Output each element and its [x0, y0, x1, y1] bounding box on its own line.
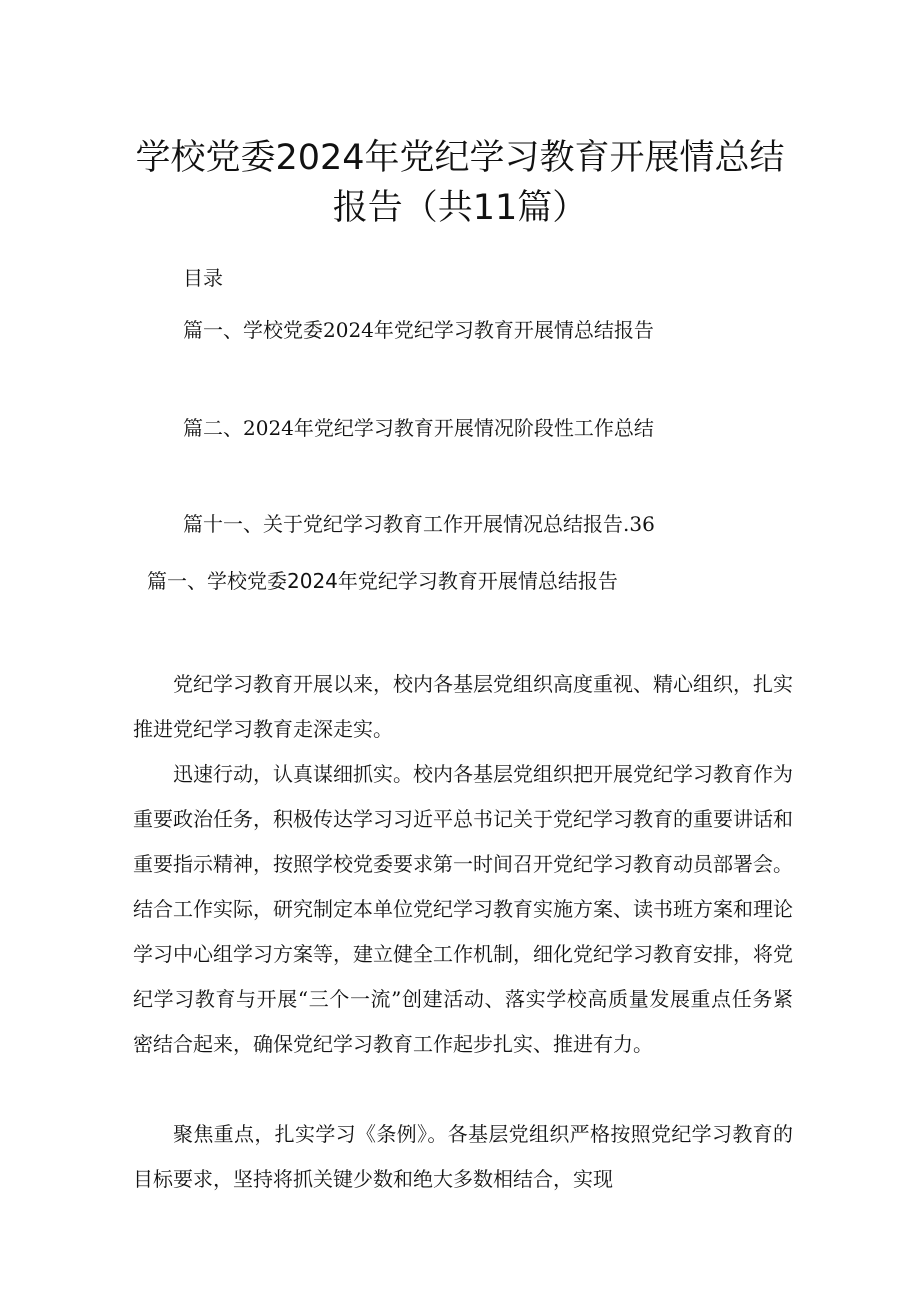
body-paragraph: 党纪学习教育开展以来，校内各基层党组织高度重视、精心组织，扎实推进党纪学习教育走深走实。 [133, 672, 793, 741]
body-paragraph: 聚焦重点，扎实学习《条例》。各基层党组织严格按照党纪学习教育的目标要求，坚持将抓关键少数和绝大多数相结合，实现 [133, 1122, 793, 1191]
section-heading: 篇一、学校党委2024年党纪学习教育开展情总结报告 [147, 569, 618, 593]
toc-item: 篇十一、关于党纪学习教育工作开展情况总结报告.36 [183, 512, 655, 536]
toc-item: 篇一、学校党委2024年党纪学习教育开展情总结报告 [183, 318, 654, 342]
document-title-line-1: 学校党委2024年党纪学习教育开展情总结 [135, 138, 785, 178]
toc-item: 篇二、2024年党纪学习教育开展情况阶段性工作总结 [183, 416, 654, 440]
body-paragraph: 迅速行动，认真谋细抓实。校内各基层党组织把开展党纪学习教育作为重要政治任务，积极传达学习习近平总书记关于党纪学习教育的重要讲话和重要指示精神，按照学校党委要求第一时间召开党纪学习教育动员部署会。结合工作实际，研究制定本单位党纪学习教育实施方案、读书班方案和理论学习中心组学习方案等，建立健全工作机制，细化党纪学习教育安排，将党纪学习教育与开展“三个一流”创建活动、落实学校高质量发展重点任务紧密结合起来，确保党纪学习教育工作起步扎实、推进有力。 [133, 762, 793, 1056]
toc-heading: 目录 [183, 266, 223, 290]
document-title-line-2: 报告（共11篇） [332, 188, 588, 228]
